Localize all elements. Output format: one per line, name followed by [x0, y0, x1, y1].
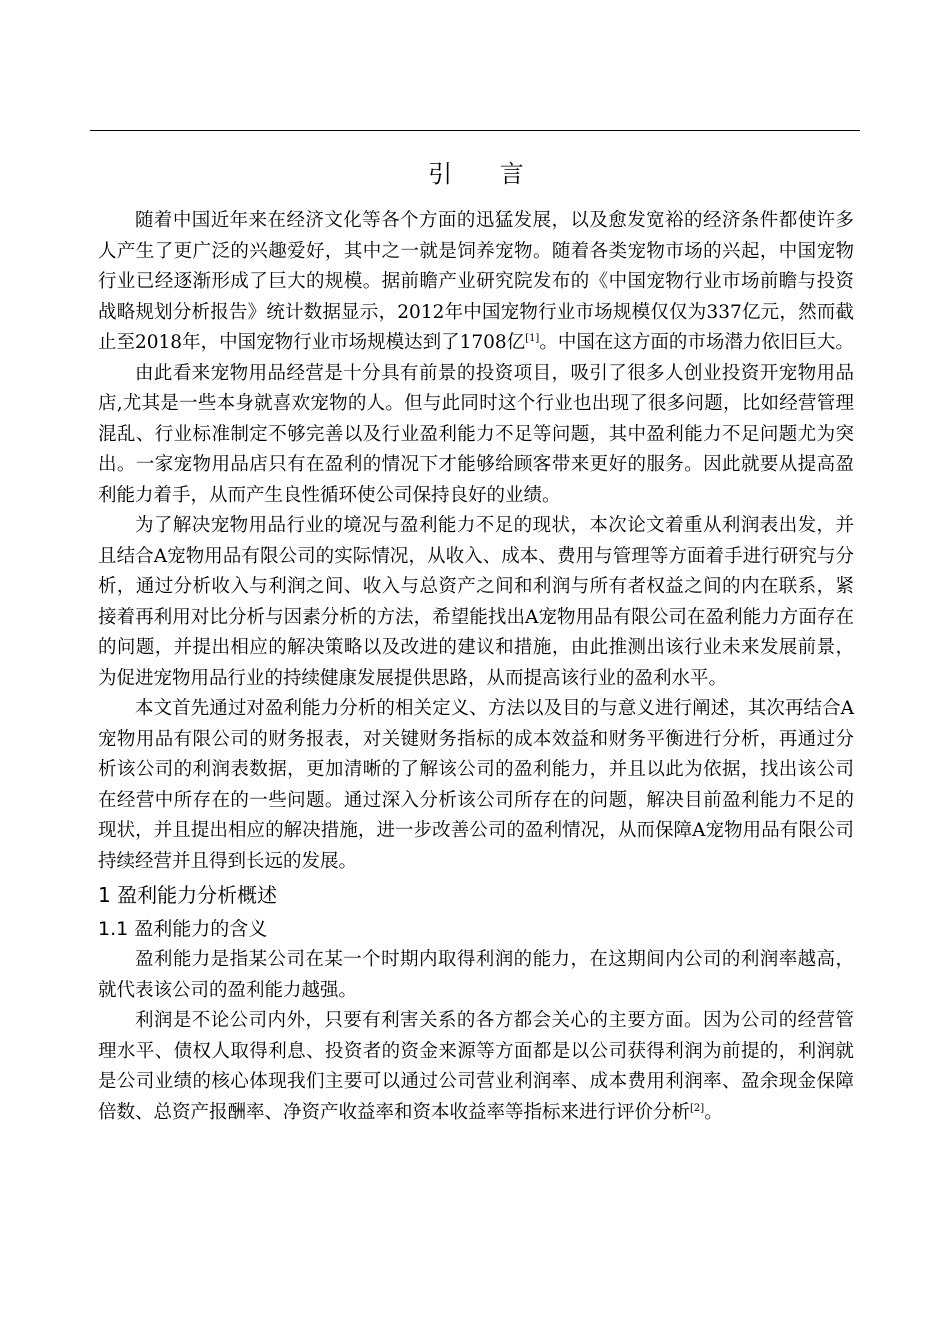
page-title: 引 言 [428, 160, 544, 188]
section-paragraph-1: 盈利能力是指某公司在某一个时期内取得利润的能力，在这期间内公司的利润率越高，就代表该公司的盈利能力越强。 [98, 949, 854, 1001]
citation-ref: [2] [690, 1102, 705, 1114]
section-paragraph-2 [98, 1006, 854, 1128]
paragraph-tail: 。 [704, 1101, 723, 1123]
section-heading: 1 盈利能力分析概述 [98, 883, 278, 907]
intro-paragraph-1 [98, 206, 854, 359]
intro-paragraph-4: 本文首先通过对盈利能力分析的相关定义、方法以及目的与意义进行阐述，其次再结合A宠物用品有限公司的财务报表，对关键财务指标的成本效益和财务平衡进行分析，再通过分析该公司的利润表数据，更加清晰的了解该公司的盈利能力，并且以此为依据，找出该公司在经营中所存在的一些问题。通过深入分析该公司所存在的问题，解决目前盈利能力不足的现状，并且提出相应的解决措施，进一步改善公司的盈利情况，从而保障A宠物用品有限公司持续经营并且得到长远的发展。 [98, 698, 854, 872]
subsection-heading: 1.1 盈利能力的含义 [98, 918, 268, 940]
paragraph-text: 利润是不论公司内外，只要有利害关系的各方都会关心的主要方面。因为公司的经营管理水平、债权人取得利息、投资者的资金来源等方面都是以公司获得利润为前提的，利润就是公司业绩的核心体现我们主要可以通过公司营业利润率、成本费用利润率、盈余现金保障倍数、总资产报酬率、净资产收益率和资本收益率等指标来进行评价分析 [98, 1010, 854, 1123]
citation-ref: [1] [525, 333, 540, 344]
paragraph-text: 随着中国近年来在经济文化等各个方面的迅猛发展，以及愈发宽裕的经济条件都使许多人产生了更广泛的兴趣爱好，其中之一就是饲养宠物。随着各类宠物市场的兴起，中国宠物行业已经逐渐形成了巨大的规模。据前瞻产业研究院发布的《中国宠物行业市场前瞻与投资战略规划分析报告》统计数据显示，2012年中国宠物行业市场规模仅仅为337亿元，然而截止至2018年，中国宠物行业市场规模达到了1708亿 [98, 210, 854, 353]
paragraph-tail: 。中国在这方面的市场潜力依旧巨大。 [539, 332, 854, 353]
document-body [98, 150, 854, 1128]
intro-paragraph-3: 为了解决宠物用品行业的境况与盈利能力不足的现状，本次论文着重从利润表出发，并且结合A宠物用品有限公司的实际情况，从收入、成本、费用与管理等方面着手进行研究与分析，通过分析收入与利润之间、收入与总资产之间和利润与所有者权益之间的内在联系，紧接着再利用对比分析与因素分析的方法，希望能找出A宠物用品有限公司在盈利能力方面存在的问题，并提出相应的解决策略以及改进的建议和措施，由此推测出该行业未来发展前景，为促进宠物用品行业的持续健康发展提供思路，从而提高该行业的盈利水平。 [98, 515, 854, 689]
header-rule [90, 130, 860, 131]
intro-paragraph-2: 由此看来宠物用品经营是十分具有前景的投资项目，吸引了很多人创业投资开宠物用品店,尤其是一些本身就喜欢宠物的人。但与此同时这个行业也出现了很多问题，比如经营管理混乱、行业标准制定不够完善以及行业盈利能力不足等问题，其中盈利能力不足问题尤为突出。一家宠物用品店只有在盈利的情况下才能够给顾客带来更好的服务。因此就要从提高盈利能力着手，从而产生良性循环使公司保持良好的业绩。 [98, 362, 854, 506]
